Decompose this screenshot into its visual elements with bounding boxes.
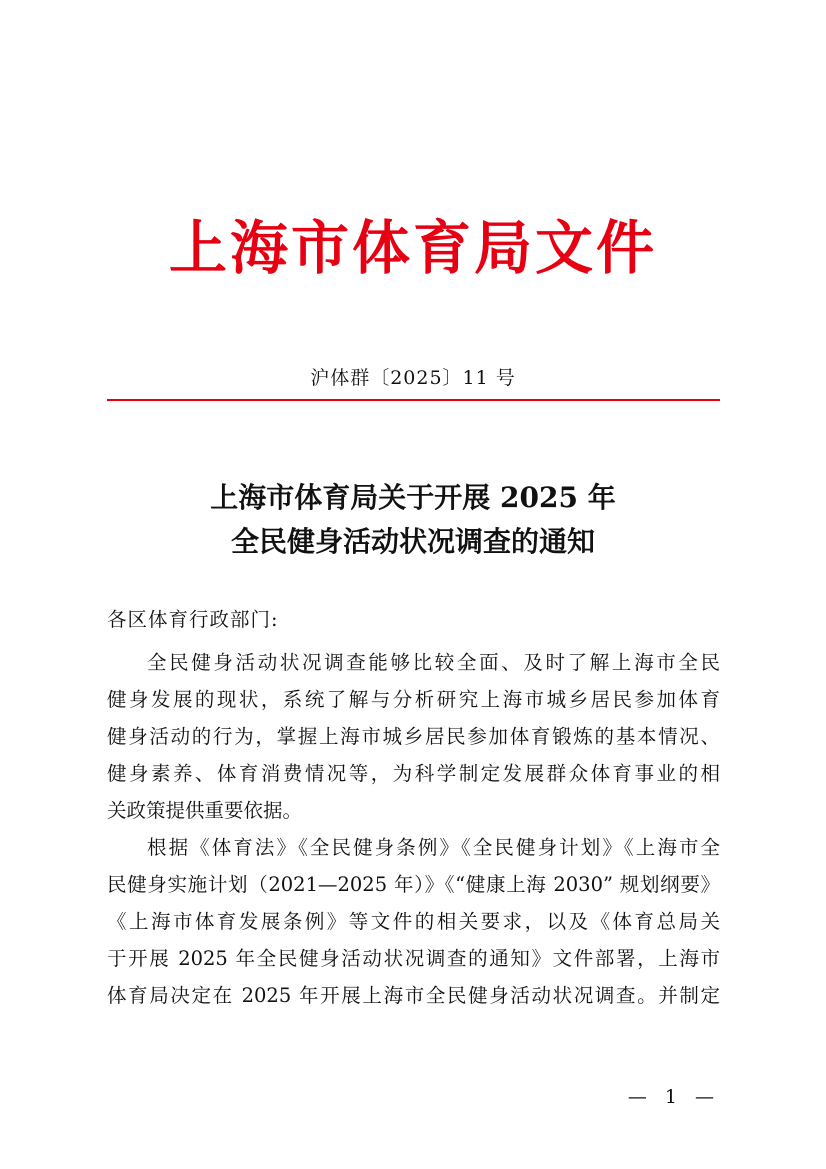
paragraph-1-line: 健身发展的现状，系统了解与分析研究上海市城乡居民参加体育 [107, 688, 720, 711]
notice-title [0, 476, 826, 564]
paragraph-2-line: 于开展 2025 年全民健身活动状况调查的通知》文件部署，上海市 [107, 947, 720, 970]
salutation: 各区体育行政部门: [107, 608, 279, 631]
paragraph-2-line: 民健身实施计划（2021—2025 年）》《“健康上海 2030” 规划纲要》 [107, 873, 720, 896]
document-number: 沪体群〔2025〕11 号 [310, 367, 516, 389]
paragraph-1-line: 健身活动的行为，掌握上海市城乡居民参加体育锻炼的基本情况、 [107, 725, 720, 748]
paragraph-2-line: 根据《体育法》《全民健身条例》《全民健身计划》《上海市全 [147, 836, 720, 859]
red-separator-line [107, 399, 720, 401]
paragraph-2-line: 体育局决定在 2025 年开展上海市全民健身活动状况调查。并制定 [107, 984, 720, 1007]
notice-title-line-2: 全民健身活动状况调查的通知 [230, 525, 595, 558]
notice-title-line-1: 上海市体育局关于开展 2025 年 [210, 481, 616, 514]
paragraph-1-line: 关政策提供重要依据。 [107, 799, 303, 822]
paragraph-2-line: 《上海市体育发展条例》等文件的相关要求，以及《体育总局关 [107, 910, 720, 933]
body-text [107, 644, 720, 1014]
issuing-authority-header: 上海市体育局文件 [168, 214, 657, 282]
paragraph-1-line: 全民健身活动状况调查能够比较全面、及时了解上海市全民 [147, 651, 720, 674]
paragraph-1-line: 健身素养、体育消费情况等，为科学制定发展群众体育事业的相 [107, 762, 720, 785]
page-number: — 1 — [627, 1086, 720, 1108]
